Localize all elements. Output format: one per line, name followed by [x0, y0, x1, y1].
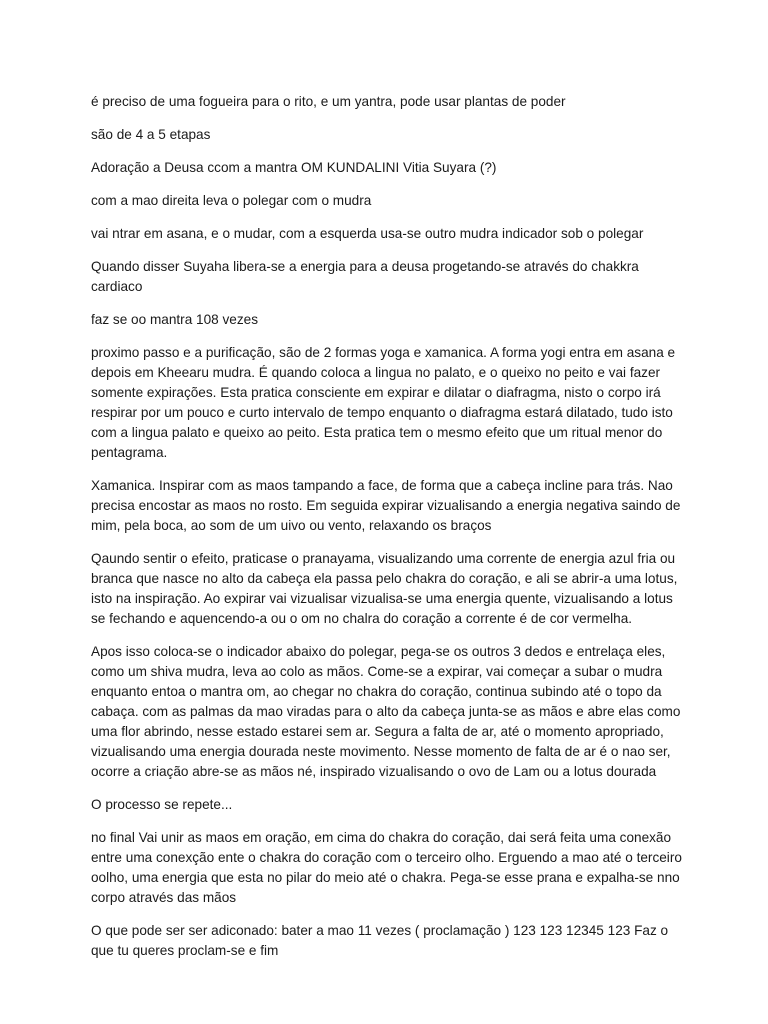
paragraph-additions: O que pode ser ser adiconado: bater a mao 11 vezes ( proclamação ) 123 123 12345 123 Faz o que tu queres proclam-se e fim — [91, 923, 669, 958]
paragraph-right-hand: com a mao direita leva o polegar com o mudra — [91, 193, 372, 208]
paragraph-pranayama: Qaundo sentir o efeito, praticase o pranayama, visualizando uma corrente de energia azul fria ou branca que nasce no alto da cabeça ela passa pelo chakra do coração, e ali se abrir-a uma lotus, isto na inspiração. Ao expirar vai vizualisar vizualisa-se uma energia quente, vizualisando a lotus se fechando e aquencendo-a ou o om no chalra do coração a corrente é de cor vermelha. — [91, 551, 678, 626]
paragraph-purification: proximo passo e a purificação, são de 2 formas yoga e xamanica. A forma yogi entra em asana e depois em Kheearu mudra. É quando coloca a lingua no palato, e o queixo no peito e vai fazer somente expirações. Esta pratica consciente em expirar e dilatar o diafragma, nisto o corpo irá respirar por um pouco e curto intervalo de tempo enquanto o diafragma estará dilatado, tudo isto com a lingua palato e queixo ao peito. Esta pratica tem o mesmo efeito que um ritual menor do pentagrama. — [91, 345, 676, 460]
paragraph-suyaha: Quando disser Suyaha libera-se a energia para a deusa progetando-se através do chakkra cardiaco — [91, 259, 639, 294]
paragraph-asana: vai ntrar em asana, e o mudar, com a esquerda usa-se outro mudra indicador sob o polegar — [91, 226, 644, 241]
document-body — [91, 92, 683, 974]
paragraph-mantra-108: faz se oo mantra 108 vezes — [91, 312, 258, 327]
paragraph-final-connection: no final Vai unir as maos em oração, em cima do chakra do coração, dai será feita uma conexão entre uma conexção ente o chakra do coração com o terceiro olho. Erguendo a mao até o terceiro oolho, uma energia que esta no pilar do meio até o chakra. Pega-se esse prana e expalha-se nno corpo através das mãos — [91, 830, 682, 905]
paragraph-ritual-requirements: é preciso de uma fogueira para o rito, e um yantra, pode usar plantas de poder — [91, 94, 566, 109]
paragraph-xamanica: Xamanica. Inspirar com as maos tampando a face, de forma que a cabeça incline para trás. Nao precisa encostar as maos no rosto. Em seguida expirar vizualisando a energia negativa saindo de mim, pela boca, ao som de um uivo ou vento, relaxando os braços — [91, 478, 681, 533]
paragraph-repeat: O processo se repete... — [91, 797, 233, 812]
paragraph-shiva-mudra: Apos isso coloca-se o indicador abaixo do polegar, pega-se os outros 3 dedos e entrelaça eles, como um shiva mudra, leva ao colo as mãos. Come-se a expirar, vai começar a subar o mudra enquanto entoa o mantra om, ao chegar no chakra do coração, continua subindo até o topo da cabaça. com as palmas da mao viradas para o alto da cabeça junta-se as mãos e abre elas como uma flor abrindo, nesse estado estarei sem ar. Segura a falta de ar, até o momento apropriado, vizualisando uma energia dourada neste movimento. Nesse momento de falta de ar é o nao ser, ocorre a criação abre-se as mãos né, inspirado vizualisando o ovo de Lam ou a lotus dourada — [91, 644, 681, 779]
paragraph-stages: são de 4 a 5 etapas — [91, 127, 211, 142]
paragraph-adoration: Adoração a Deusa ccom a mantra OM KUNDALINI Vitia Suyara (?) — [91, 160, 497, 175]
